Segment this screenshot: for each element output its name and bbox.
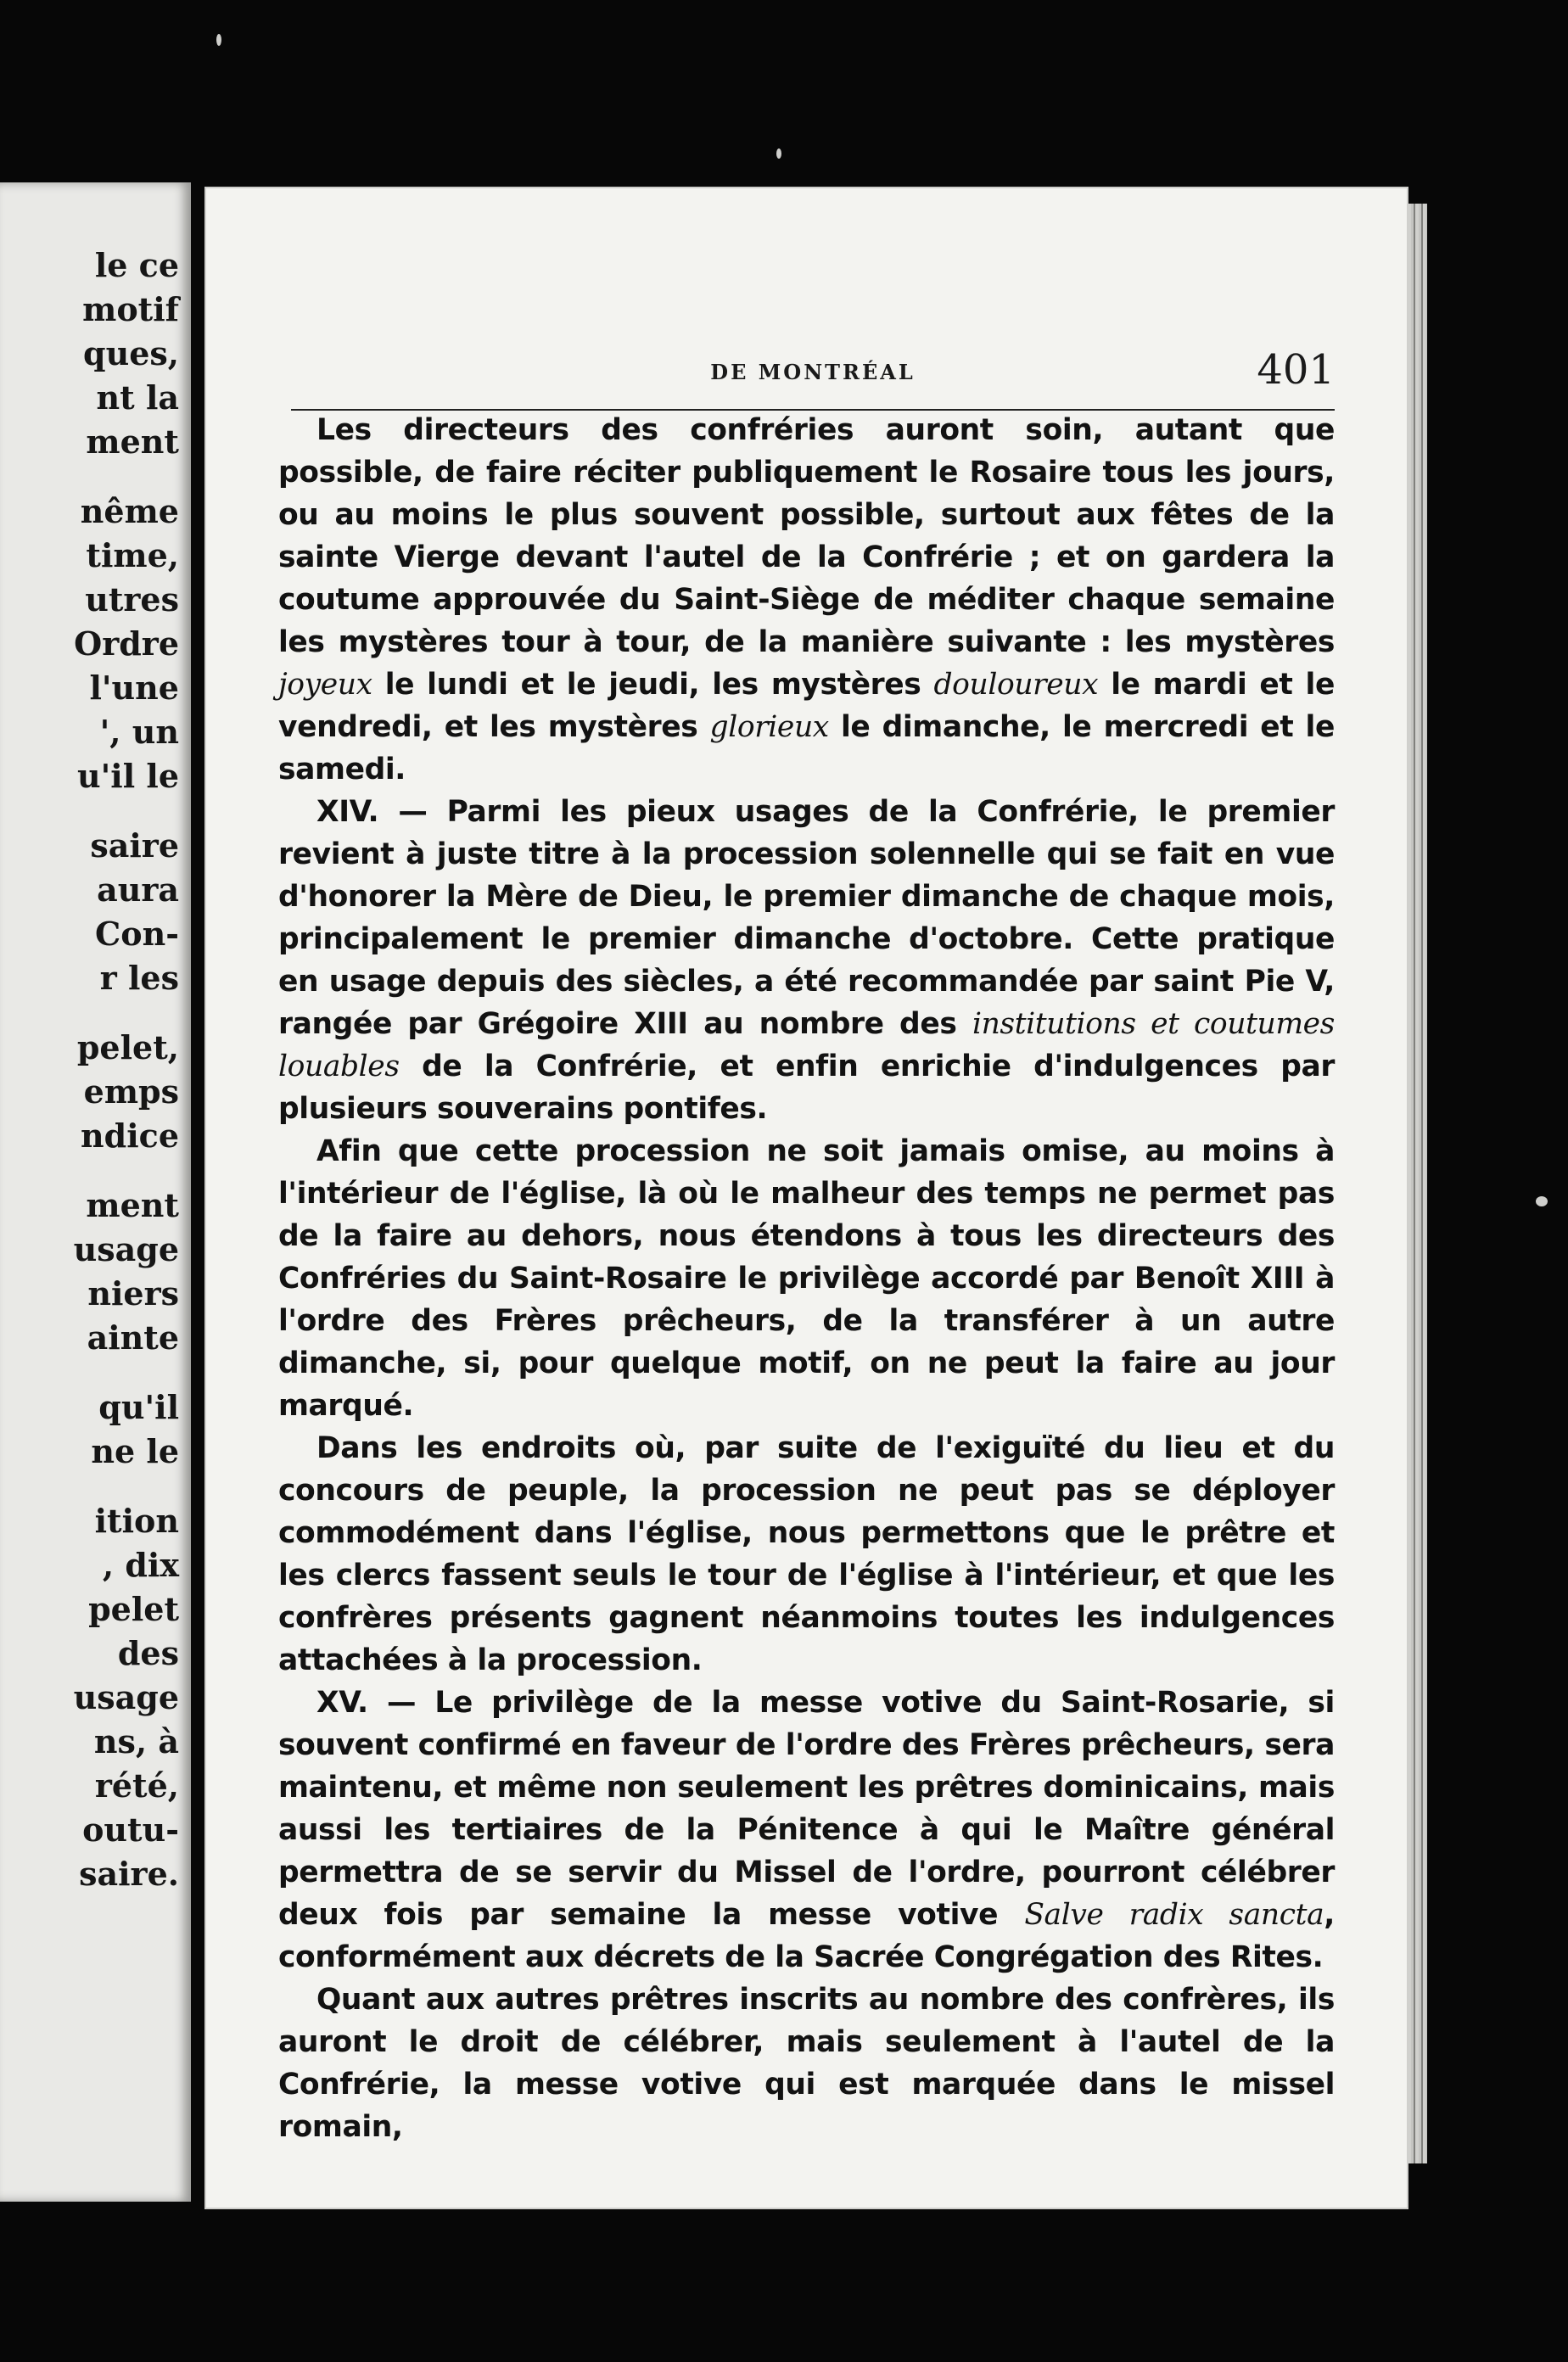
page-number: 401	[1257, 346, 1335, 394]
paragraph	[278, 409, 1335, 791]
left-page-line: nt la	[96, 378, 179, 417]
left-page-line: ques,	[83, 334, 179, 372]
paragraph-text: XV. — Le privilège de la messe votive du Saint-Rosarie, si souvent confirmé en faveur de l'ordre des Frères prêcheurs, sera maintenu, et même non seulement les prêtres dominicains, mais aussi les tertiaires de la Pénitence à qui le Maître général permettra de se servir du Missel de l'ordre, pourront célébrer deux fois par semaine la messe votive	[278, 1686, 1335, 1932]
page-header	[291, 341, 1335, 411]
italic-term: douloureux	[933, 668, 1099, 702]
book-page	[206, 188, 1407, 2208]
italic-term: institutions et coutumes louables	[278, 1007, 1335, 1083]
paragraph-text: le lundi et le jeudi, les mystères	[384, 668, 921, 702]
left-page-line: ition	[94, 1502, 179, 1540]
left-page-line: saire	[90, 826, 179, 865]
running-title: DE MONTRÉAL	[710, 360, 916, 384]
left-page-line: ainte	[87, 1318, 179, 1357]
left-page-line: ment	[86, 1186, 179, 1224]
left-page-line: usage	[73, 1230, 179, 1268]
left-page-line: emps	[83, 1072, 179, 1111]
left-page-line: outu-	[82, 1811, 179, 1849]
left-page-line: rété,	[94, 1766, 179, 1805]
left-page-line: usage	[73, 1678, 179, 1716]
paragraph: Dans les endroits où, par suite de l'exiguïté du lieu et du concours de peuple, la procession ne peut pas se déployer commodément dans l'église, nous permettons que le prêtre et les clercs fassent seuls le tour de l'église à l'intérieur, et que les confrères présents gagnent néanmoins toutes les indulgences attachées à la procession.	[278, 1431, 1335, 1677]
left-page-line: ne le	[91, 1432, 179, 1470]
left-page-line: Ordre	[74, 624, 179, 663]
italic-term: Salve radix sancta	[1024, 1898, 1324, 1932]
left-page-line: r les	[99, 959, 179, 997]
left-page-line: ment	[86, 423, 179, 461]
paragraph-text: , conformément aux décrets de la Sacrée Congrégation des Rites.	[278, 1898, 1335, 1974]
left-page-line: pelet,	[76, 1028, 179, 1066]
left-page-line: motif	[82, 290, 179, 328]
paragraph-text: XIV. — Parmi les pieux usages de la Confrérie, le premier revient à juste titre à la procession solennelle qui se fait en vue d'honorer la Mère de Dieu, le premier dimanche de chaque mois, principalement le premier dimanche d'octobre. Cette pratique en usage depuis des siècles, a été recommandée par saint Pie V, rangée par Grégoire XIII au nombre des	[278, 795, 1335, 1041]
dust-speck	[1536, 1196, 1548, 1206]
left-page-line: aura	[97, 870, 179, 909]
paragraph-text: le mardi et le vendredi, et les mystères	[278, 668, 1335, 744]
paragraph: Quant aux autres prêtres inscrits au nombre des confrères, ils auront le droit de célébrer, mais seulement à l'autel de la Confrérie, la messe votive qui est marquée dans le missel romain,	[278, 1983, 1335, 2144]
left-page-line: qu'il	[98, 1388, 179, 1426]
left-page-line: ndice	[81, 1117, 179, 1155]
paragraph-xv	[278, 1682, 1335, 1979]
dust-speck	[216, 34, 221, 46]
dust-speck	[776, 148, 781, 159]
left-page-line: l'une	[89, 669, 179, 707]
left-page-line: , dix	[102, 1546, 179, 1584]
left-page-line: niers	[87, 1274, 179, 1313]
paragraph: Afin que cette procession ne soit jamais omise, au moins à l'intérieur de l'église, là où le malheur des temps ne permet pas de la faire au dehors, nous étendons à tous les directeurs des Confréries du Saint-Rosaire le privilège accordé par Benoît XIII à l'ordre des Frères prêcheurs, de la transférer à un autre dimanche, si, pour quelque motif, on ne peut la faire au jour marqué.	[278, 1134, 1335, 1423]
paragraph-text: Les directeurs des confréries auront soin, autant que possible, de faire réciter publiquement le Rosaire tous les jours, ou au moins le plus souvent possible, surtout aux fêtes de la sainte Vierge devant l'autel de la Confrérie ; et on gardera la coutume approuvée du Saint-Siège de méditer chaque semaine les mystères tour à tour, de la manière suivante : les mystères	[278, 413, 1335, 659]
left-page-line: utres	[85, 580, 179, 618]
left-page-line: des	[117, 1634, 179, 1672]
paragraph-xiv	[278, 791, 1335, 1130]
left-page-line: pelet	[88, 1590, 179, 1628]
left-page-line: ns, à	[93, 1722, 179, 1760]
left-page-line: nême	[80, 492, 179, 530]
left-page-line: le ce	[94, 246, 179, 284]
left-page-line: u'il le	[77, 757, 179, 795]
italic-term: glorieux	[709, 710, 829, 744]
paragraph-text: de la Confrérie, et enfin enrichie d'indulgences par plusieurs souverains pontifes.	[278, 1049, 1335, 1126]
left-page-line: saire.	[79, 1855, 179, 1893]
body-text	[278, 409, 1335, 2148]
paragraph-text: le dimanche, le mercredi et le samedi.	[278, 710, 1335, 786]
left-page-line: time,	[86, 536, 179, 574]
left-page	[0, 182, 191, 2202]
italic-term: joyeux	[278, 668, 372, 702]
left-page-line: ', un	[99, 713, 179, 751]
left-page-line: Con-	[95, 915, 179, 953]
